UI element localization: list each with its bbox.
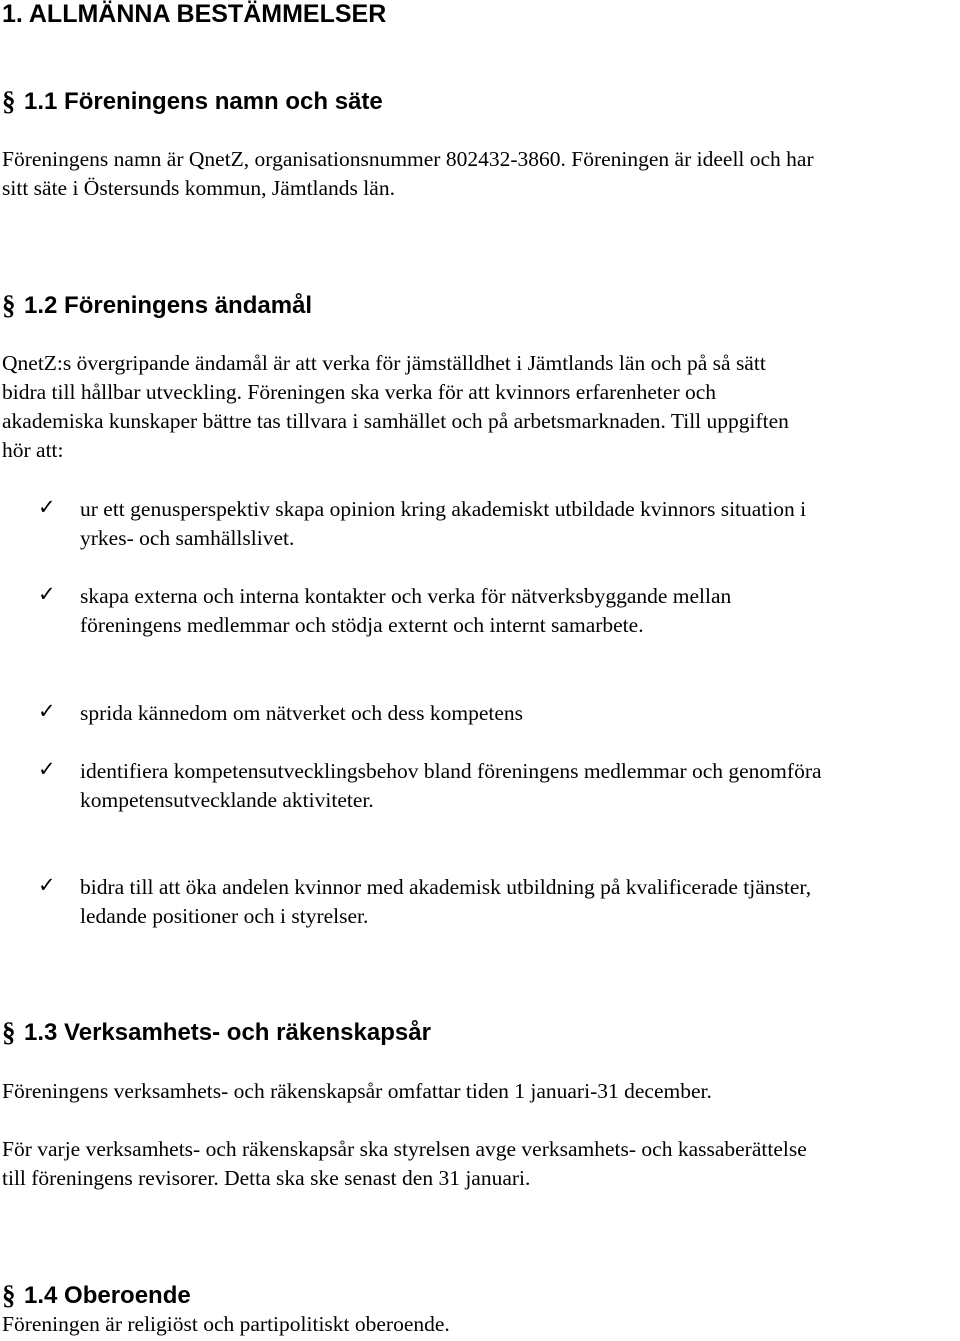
section-symbol: § [2,1280,16,1310]
paragraph-line: Föreningens namn är QnetZ, organisationsnummer 802432-3860. Föreningen är ideell och har [2,147,814,171]
checkmark-icon: ✓ [38,495,56,519]
list-item-line: skapa externa och interna kontakter och verka för nätverksbyggande mellan [80,584,732,608]
paragraph-line: Föreningen är religiöst och partipolitiskt oberoende. [2,1312,450,1336]
paragraph-line: till föreningens revisorer. Detta ska ske senast den 31 januari. [2,1166,531,1190]
checkmark-icon: ✓ [38,873,56,897]
paragraph-line: bidra till hållbar utveckling. Föreningen ska verka för att kvinnors erfarenheter och [2,380,717,404]
section-heading-1-1: 1.1 Föreningens namn och säte [24,88,383,115]
list-item-line: kompetensutvecklande aktiviteter. [80,788,374,812]
list-item-line: ur ett genusperspektiv skapa opinion kring akademiskt utbildade kvinnors situation i [80,497,807,521]
paragraph-line: sitt säte i Östersunds kommun, Jämtlands län. [2,176,395,200]
checkmark-icon: ✓ [38,757,56,781]
list-item-line: identifiera kompetensutvecklingsbehov bland föreningens medlemmar och genomföra [80,759,822,783]
list-item-line: yrkes- och samhällslivet. [80,526,295,550]
list-item-line: föreningens medlemmar och stödja externt och internt samarbete. [80,613,644,637]
section-heading-1-3: 1.3 Verksamhets- och räkenskapsår [24,1019,431,1046]
section-heading-1-4: 1.4 Oberoende [24,1282,191,1309]
list-item-line: ledande positioner och i styrelser. [80,904,369,928]
paragraph-line: För varje verksamhets- och räkenskapsår ska styrelsen avge verksamhets- och kassaberättelse [2,1137,807,1161]
checkmark-icon: ✓ [38,582,56,606]
list-item-line: bidra till att öka andelen kvinnor med akademisk utbildning på kvalificerade tjänster, [80,875,812,899]
section-symbol: § [2,1017,16,1047]
paragraph-line: akademiska kunskaper bättre tas tillvara i samhället och på arbetsmarknaden. Till uppgiften [2,409,789,433]
checkmark-icon: ✓ [38,699,56,723]
section-heading-1-2: 1.2 Föreningens ändamål [24,292,313,319]
paragraph-line: Föreningens verksamhets- och räkenskapsår omfattar tiden 1 januari-31 december. [2,1079,712,1103]
document-title: 1. ALLMÄNNA BESTÄMMELSER [2,0,387,28]
paragraph-line: hör att: [2,438,64,462]
section-symbol: § [2,290,16,320]
paragraph-line: QnetZ:s övergripande ändamål är att verka för jämställdhet i Jämtlands län och på så sätt [2,351,766,375]
list-item-line: sprida kännedom om nätverket och dess kompetens [80,701,524,725]
section-symbol: § [2,86,16,116]
